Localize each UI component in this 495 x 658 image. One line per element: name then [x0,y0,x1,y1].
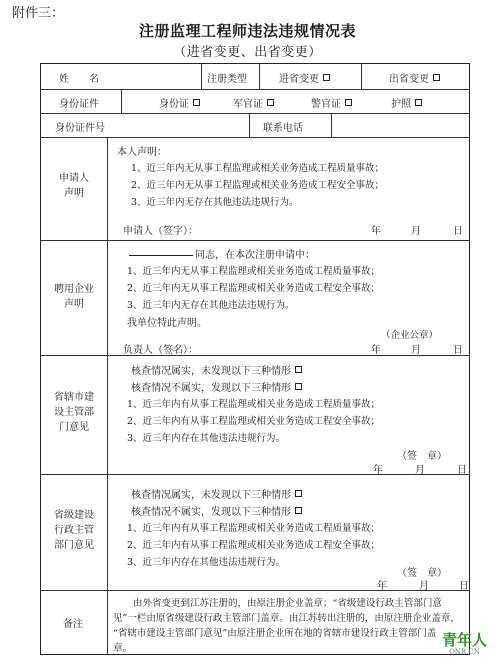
column-divider [249,113,250,137]
employer-seal: （企业公章） [381,330,439,341]
id-type-label: 身份证件 [59,99,99,110]
option-out-province[interactable] [389,70,440,85]
city-seal: （签 章） [397,451,447,462]
employer-item: 1、近三年内无从事工程监理或相关业务造成工程质量事故； [127,266,381,277]
city-day: 日 [457,465,467,476]
label-column-divider [107,137,108,654]
province-check-true[interactable] [131,486,302,501]
city-dept-section-label-line: 省辖市建 [54,392,94,403]
applicant-month: 月 [411,226,421,237]
option-in-province[interactable] [279,70,330,85]
attachment-label: 附件三： [12,6,65,21]
checkbox-in-province[interactable] [323,74,330,81]
column-divider [259,64,260,89]
city-year: 年 [373,465,383,476]
row-divider [41,137,469,138]
name-label: 姓 名 [59,74,99,85]
id-type-option[interactable] [233,95,274,110]
checkbox-police-card[interactable] [345,99,352,106]
employer-guarantee: 我单位特此声明。 [127,318,207,329]
province-check-false-label: 核查情况不属实，发现以下三种情形 [131,507,291,518]
id-option-label: 身份证 [159,99,189,110]
employer-day: 日 [453,345,463,356]
applicant-section-label-line: 申请人 [59,173,89,184]
column-divider [361,64,362,89]
province-seal: （签 章） [397,568,447,579]
city-item: 3、近三年内存在其他违法违规行为。 [127,433,286,444]
registration-type-label: 注册类型 [207,74,247,85]
id-option-label: 护照 [391,99,411,110]
employer-section-label [41,282,107,312]
row-divider [41,590,469,591]
city-item: 1、近三年内有从事工程监理或相关业务造成工程质量事故； [127,399,381,410]
applicant-item: 2、近三年内无从事工程监理或相关业务造成工程安全事故； [131,180,385,191]
option-out-label: 出省变更 [389,74,429,85]
city-dept-section-label-line: 设主管部 [54,407,94,418]
applicant-section-label-line: 声明 [64,188,84,199]
row-divider [41,240,469,241]
employer-sign-label: 负责人（签名）： [123,345,198,356]
checkbox-out-province[interactable] [433,74,440,81]
province-check-true-label: 核查情况属实，未发现以下三种情形 [131,490,291,501]
province-year: 年 [377,581,387,592]
id-type-option[interactable] [391,95,422,110]
page-title: 注册监理工程师违法违规情况表 [138,22,356,40]
applicant-heading: 本人声明： [117,147,167,158]
row-divider [41,89,469,90]
checkbox-province-false[interactable] [295,507,302,514]
city-check-true[interactable] [131,362,302,377]
employer-month: 月 [411,345,421,356]
checkbox-province-true[interactable] [295,490,302,497]
watermark-text: 青年人 [441,631,487,649]
city-dept-section-label-line: 门意见 [59,422,89,433]
remarks-line: 章。 [113,643,133,654]
province-dept-section-label-line: 部门意见 [54,540,94,551]
employer-item: 2、近三年内无从事工程监理或相关业务造成工程安全事故； [127,283,381,294]
column-divider [121,89,122,113]
employer-name-blank[interactable] [129,255,193,256]
remarks-line: “省辖市建设主管部门意见”由原注册企业所在地的省辖市建设行政主管部门盖 [113,628,437,639]
violation-form-table [40,63,470,655]
row-divider [41,355,469,356]
city-check-false[interactable] [131,379,302,394]
applicant-sign-label: 申请人（签字）： [123,226,198,237]
applicant-day: 日 [453,226,463,237]
phone-label: 联系电话 [263,123,303,134]
row-divider [41,474,469,475]
province-item: 3、近三年内存在其他违法违规行为。 [127,557,286,568]
employer-section-label-line: 聘用企业 [54,284,94,295]
city-check-true-label: 核查情况属实，未发现以下三种情形 [131,366,291,377]
province-dept-section-label [41,508,107,553]
employer-item: 3、近三年内无存在其他违法违规行为。 [127,300,295,311]
id-option-label: 警官证 [311,99,341,110]
applicant-section-label [41,171,107,201]
column-divider [201,64,202,89]
province-item: 2、近三年内有从事工程监理或相关业务造成工程安全事故； [127,540,381,551]
city-dept-section-label [41,390,107,435]
remarks-label: 备注 [63,619,83,630]
city-check-false-label: 核查情况不属实，发现以下三种情形 [131,383,291,394]
applicant-year: 年 [371,226,381,237]
id-number-label: 身份证件号 [55,123,105,134]
province-item: 1、近三年内有从事工程监理或相关业务造成工程质量事故； [127,523,381,534]
page-subtitle: （进省变更、出省变更） [173,45,322,60]
province-month: 月 [419,581,429,592]
remarks-line: 见”一栏由原省级建设行政主管部门盖章。由江苏转出注册的，由原注册企业盖章， [113,613,460,624]
province-day: 日 [459,581,469,592]
checkbox-passport[interactable] [415,99,422,106]
watermark-url: QNR.CN [449,648,480,656]
province-check-false[interactable] [131,503,302,518]
checkbox-officer-card[interactable] [267,99,274,106]
city-month: 月 [415,465,425,476]
id-type-option[interactable] [159,95,200,110]
watermark-logo [442,632,487,656]
employer-intro: 同志，在本次注册申请中： [195,250,315,261]
id-type-option[interactable] [311,95,352,110]
applicant-item: 1、近三年内无从事工程监理或相关业务造成工程质量事故； [131,163,385,174]
checkbox-id-card[interactable] [193,99,200,106]
checkbox-city-true[interactable] [295,366,302,373]
city-item: 2、近三年内有从事工程监理或相关业务造成工程安全事故； [127,416,381,427]
option-in-label: 进省变更 [279,74,319,85]
applicant-item: 3、近三年内无存在其他违法违规行为。 [131,197,299,208]
province-dept-section-label-line: 行政主管 [54,525,94,536]
row-divider [41,113,469,114]
employer-year: 年 [371,345,381,356]
id-option-label: 军官证 [233,99,263,110]
employer-section-label-line: 声明 [64,299,84,310]
column-divider [331,113,332,137]
province-dept-section-label-line: 省级建设 [54,510,94,521]
remarks-line: 由外省变更到江苏注册的，由原注册企业盖章；“省级建设行政主管部门意 [133,598,442,609]
checkbox-city-false[interactable] [295,383,302,390]
